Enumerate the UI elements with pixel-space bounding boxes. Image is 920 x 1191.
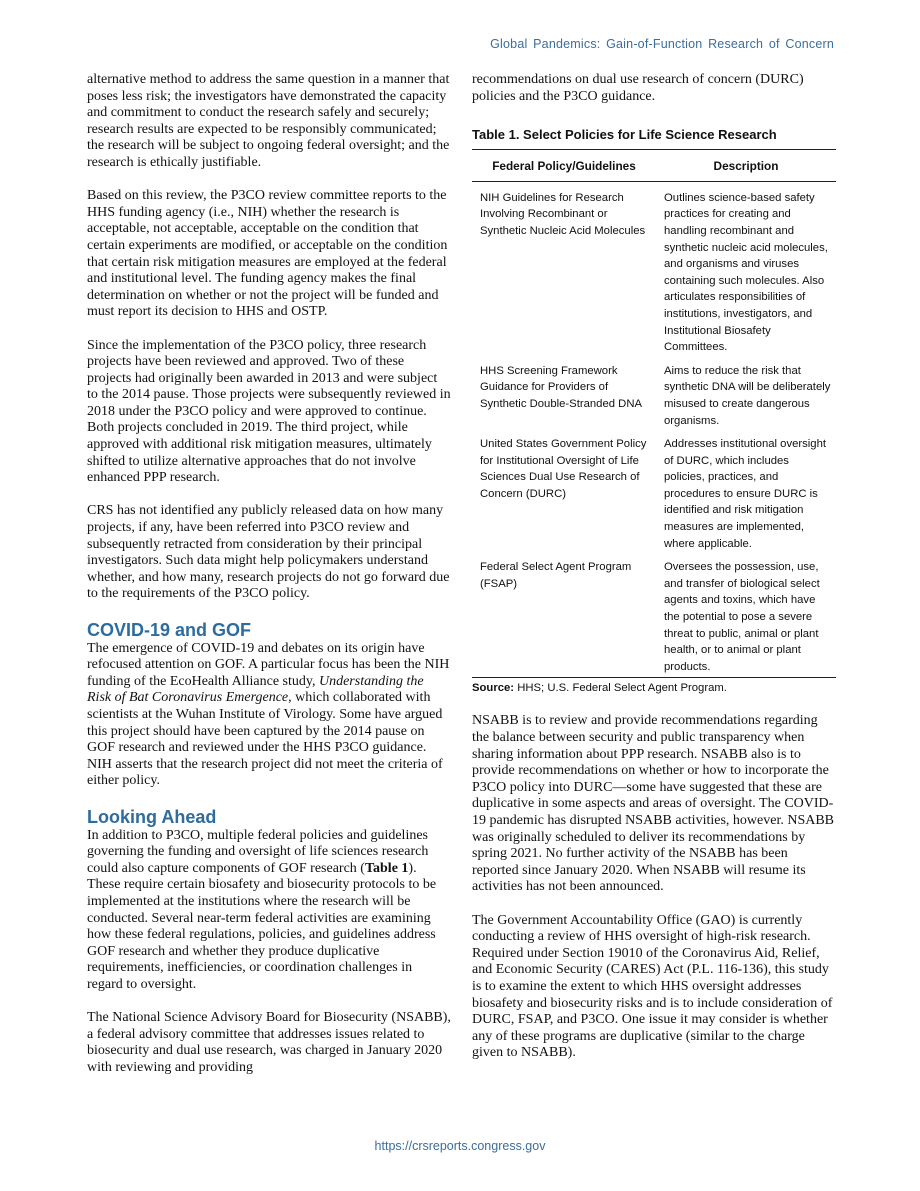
table-reference: Table 1 (364, 860, 409, 876)
policy-cell: United States Government Policy for Institutional Oversight of Life Sciences Dual Use Research of Concern (DURC) (480, 438, 647, 500)
study-title: Understanding the Risk of Bat Coronavirus Emergence (87, 673, 424, 706)
table-source (472, 682, 836, 694)
paragraph-continued: recommendations on dual use research of concern (DURC) policies and the P3CO guidance. (472, 72, 804, 104)
policy-cell: Federal Select Agent Program (FSAP) (472, 559, 656, 678)
heading-covid-gof: COVID-19 and GOF (87, 619, 252, 640)
left-column (87, 72, 451, 1076)
source-text: HHS; U.S. Federal Select Agent Program. (514, 682, 727, 695)
paragraph-crs-data: CRS has not identified any publicly released data on how many projects, if any, have been referred into P3CO review and subsequently retracted from consideration by their principal investigators. Such data might help policymakers understand whether, and how many, research projects do not go forward due to the requirements of the P3CO policy. (87, 503, 450, 602)
paragraph-covid (87, 641, 451, 790)
column-header-policy: Federal Policy/Guidelines (472, 150, 656, 182)
running-header: Global Pandemics: Gain-of-Function Research of Concern (490, 37, 834, 51)
table-row (472, 559, 836, 678)
description-cell: Outlines science-based safety practices for creating and handling recombinant and synthetic nucleic acid molecules, and organisms and viruses containing such molecules. Also articulates responsibilities of institutions, investigators, and Institutional Biosafety Committees. (664, 191, 828, 354)
paragraph-nsabb-intro: The National Science Advisory Board for Biosecurity (NSABB), a federal advisory committee that addresses issues related to biosecurity and dual use research, was charged in January 2020 with reviewing and providing (87, 1010, 451, 1075)
description-cell: Aims to reduce the risk that synthetic DNA will be deliberately misused to create dangerous organisms. (664, 364, 831, 427)
covid-text-a: The emergence of COVID-19 and debates on its origin have refocused attention on GOF. A particular focus has been the NIH funding of the EcoHealth Alliance study, (87, 640, 450, 689)
table-row (472, 436, 836, 559)
description-cell: Addresses institutional oversight of DURC, which includes policies, practices, and procedures to ensure DURC is identified and risk mitigation measures are implemented, where applicable. (664, 438, 827, 550)
table-row (472, 363, 836, 436)
policy-cell: NIH Guidelines for Research Involving Recombinant or Synthetic Nucleic Acid Molecules (480, 191, 646, 237)
paragraph-projects-reviewed: Since the implementation of the P3CO policy, three research projects have been reviewed and approved. Two of these projects had originally been awarded in 2013 and were subject to the 2014 pause. Those projects were subsequently reviewed in 2018 under the P3CO policy and were approved to continue. Both projects concluded in 2019. The third project, while approved with additional risk mitigation measures, ultimately shifted to utilize alternative approaches that do not involve enhanced PPP research. (87, 337, 451, 486)
policy-cell: HHS Screening Framework Guidance for Providers of Synthetic Double-Stranded DNA (480, 364, 643, 410)
paragraph-nsabb-role: NSABB is to review and provide recommendations regarding the balance between security and public transparency when sharing information about PPP research. NSABB also is to provide recommendations on whether or how to incorporate the P3CO policy into DURC—some have suggested that these are duplicative in some aspects and areas of oversight. The COVID-19 pandemic has disrupted NSABB activities, however. NSABB was originally scheduled to deliver its recommendations by spring 2021. No further activity of the NSABB has been reported since January 2020. When NSABB will resume its activities has not been announced. (472, 713, 835, 895)
paragraph-looking-ahead (87, 828, 451, 994)
paragraph-gao-review: The Government Accountability Office (GAO) is currently conducting a review of HHS oversight of high-risk research. Required under Section 19010 of the Coronavirus Aid, Relief, and Economic Security (CARES) Act (P.L. 116-136), this study is to examine the extent to which HHS oversight addresses biosafety and biosecurity risks and is to include consideration of DURC, FSAP, and P3CO. One issue it may consider is whether any of these programs are duplicative (similar to the charge given to NSABB). (472, 912, 833, 1061)
policies-table (472, 149, 836, 678)
right-column (472, 72, 836, 1062)
table-header-row (472, 150, 836, 182)
column-header-description: Description (656, 150, 836, 182)
table-caption: Table 1. Select Policies for Life Science Research (472, 127, 777, 143)
covid-text-b: , which collaborated with scientists at the Wuhan Institute of Virology. Some have argued this project should have been captured by the 2014 pause on GOF research and reviewed under the HHS P3CO guidance. NIH asserts that the research project did not meet the criteria of either policy. (87, 690, 443, 789)
table-row (472, 181, 836, 362)
paragraph-criteria: alternative method to address the same question in a manner that poses less risk; the investigators have demonstrated the capacity and commitment to conduct the research safely and securely; research results are expected to be responsibly communicated; the research will be subject to ongoing federal oversight; and the research is ethically justifiable. (87, 72, 450, 170)
heading-looking-ahead: Looking Ahead (87, 806, 217, 827)
footer-url[interactable]: https://crsreports.congress.gov (374, 1139, 546, 1153)
paragraph-review-outcome: Based on this review, the P3CO review committee reports to the HHS funding agency (i.e., NIH) whether the research is acceptable, not acceptable, acceptable on the condition that certain experiments are modified, or acceptable on the condition that certain risk mitigation measures are employed at the federal and institutional level. The funding agency makes the final determination on whether or not the project will be funded and must report its decision to HHS and OSTP. (87, 188, 448, 320)
ahead-text-b: ). These require certain biosafety and biosecurity protocols to be implemented at the institutions where the research will be conducted. Several near-term federal activities are examining how these federal regulations, policies, and guidelines address GOF research and whether they produce duplicative requirements, inefficiencies, or coordination challenges in regard to oversight. (87, 860, 437, 992)
ahead-text-a: In addition to P3CO, multiple federal policies and guidelines governing the funding and oversight of life sciences research could also capture components of GOF research ( (87, 827, 429, 876)
description-cell: Oversees the possession, use, and transfer of biological select agents and toxins, which have the potential to pose a severe threat to public, animal or plant health, or to animal or plant products. (656, 559, 836, 678)
source-label: Source: (472, 682, 515, 695)
